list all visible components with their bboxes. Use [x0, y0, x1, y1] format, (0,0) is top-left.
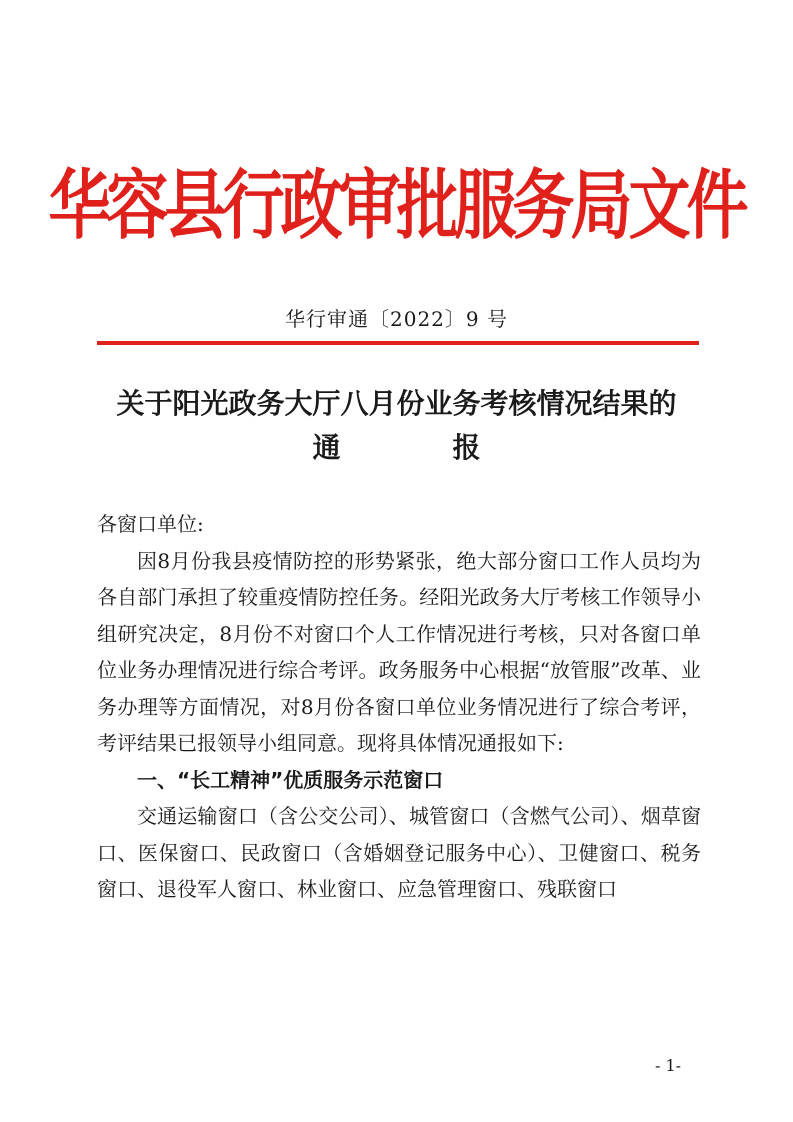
document-number: 华行审通〔2022〕9 号 — [285, 307, 508, 331]
notice-title — [60, 382, 733, 470]
section-content: 交通运输窗口（含公交公司）、城管窗口（含燃气公司）、烟草窗口、医保窗口、民政窗口（含婚姻登记服务中心）、卫健窗口、税务窗口、退役军人窗口、林业窗口、应急管理窗口、残联窗口 — [97, 804, 701, 901]
salutation: 各窗口单位: — [97, 512, 204, 536]
notice-title-line2 — [60, 426, 733, 470]
body-paragraph: 因8月份我县疫情防控的形势紧张，绝大部分窗口工作人员均为各自部门承担了较重疫情防控任务。经阳光政务大厅考核工作领导小组研究决定，8月份不对窗口个人工作情况进行考核，只对各窗口单位业务办理情况进行综合考评。政务服务中心根据“放管服”改革、业务办理等方面情况，对8月份各窗口单位业务情况进行了综合考评，考评结果已报领导小组同意。现将具体情况通报如下: — [97, 548, 701, 755]
notice-title-word-1: 通 — [312, 431, 341, 464]
header-divider — [97, 341, 699, 345]
document-body — [97, 506, 701, 908]
notice-title-line1: 关于阳光政务大厅八月份业务考核情况结果的 — [116, 387, 677, 420]
section-heading: 一、“长工精神”优质服务示范窗口 — [137, 767, 444, 792]
document-header-title: 华容县行政审批服务局文件 — [48, 160, 745, 251]
page-number: - 1- — [655, 1056, 682, 1075]
notice-title-word-2: 报 — [452, 431, 481, 464]
